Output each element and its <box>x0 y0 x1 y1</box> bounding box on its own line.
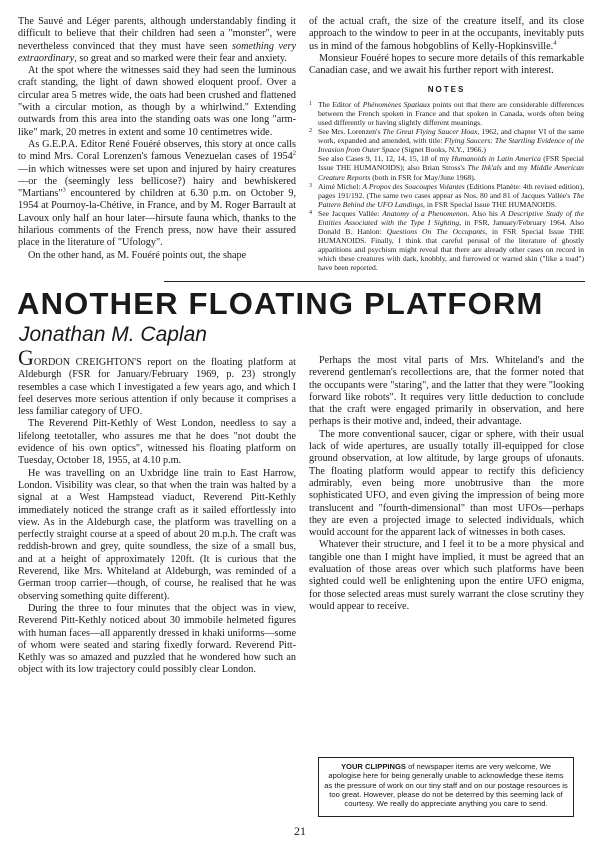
paragraph: The Sauvé and Léger parents, although understandably finding it difficult to believe that their children had seen a "monster", were nevertheless convinced that they must have seen something very extraordinary, so great and so marked were their fear and anxiety. <box>18 16 297 64</box>
paragraph: Whatever their structure, and I feel it to be a more physical and tangible one than I might have implied, it must be agreed that an evaluation of those areas over which such platforms have been sighted could well be enlightening upon the entire UFO enigma, for those selected areas must surely warrant the close scrutiny they would appear to receive. <box>309 539 584 612</box>
paragraph: He was travelling on an Uxbridge line train to East Harrow, London. Visibility was clear, so that when the train was halted by a signal at a West Hampstead viaduct, Reverend Pitt-Kethly immediately noticed the strange craft as it sailed effortlessly into view. As in the Aldeburgh case, the platform was travelling on a perfectly straight course at a speed of about 20 m.p.h. The craft was reddish-brown and grey, quite soundless, the size of a small bus, and at a height of approximately 120ft. (It is curious that the Reverend, like Mrs. Whiteland at Aldeburgh, was reminded of a German troop carrier—though, of course, he realised that he was observing something quite different). <box>18 467 296 602</box>
paragraph: As G.E.P.A. Editor René Fouéré observes, this story at once calls to mind Mrs. Coral Lorenzen's famous Venezuelan cases of 1954$^2$—in which witnesses were set upon and injured by hairy creatures—or the (seemingly less bellicose?) hairy and bewhiskered "Martians"$^3$ encountered by children at 6.30 p.m. on October 9, 1954 at Pournoy-la-Chétive, in France, and by M. Roger Barrault at Lavoux only half an hour later—hirsute fauna which, thanks to the hilarious comments of the French press, now have their assured place in the literature of "Ufology". <box>18 138 296 249</box>
footnote-ref: 2 <box>292 149 296 157</box>
section-divider <box>164 281 585 282</box>
paragraph: Perhaps the most vital parts of Mrs. Whiteland's and the reverend gentleman's recollections are, that the former noted that the occupants were "staring", and the latter that they were "looking forward like robots". It requires very little deduction to conclude that the craft were engaged primarily in observation, and here perhaps is their motive and, indeed, their advantage. <box>309 355 584 428</box>
notes-heading: NOTES <box>427 85 466 95</box>
paragraph: On the other hand, as M. Fouéré points out, the shape <box>28 249 247 261</box>
footnote-ref: 4 <box>553 39 557 47</box>
continuation-column-right <box>309 16 584 273</box>
article-author: Jonathan M. Caplan <box>19 323 207 346</box>
footnote-ref: 3 <box>62 186 66 194</box>
paragraph: GORDON CREIGHTON'S report on the floating platform at Aldeburgh (FSR for January/February 1969, p. 23) strongly resembles a case which I investigated a few years ago, and which I feel deserves more serious attention if only because it comprises a less familiar category of UFO. <box>18 345 296 418</box>
paragraph: Monsieur Fouéré hopes to secure more details of this remarkable Canadian case, and we await his further report with interest. <box>309 52 584 77</box>
continuation-column-left <box>18 16 296 262</box>
paragraph: of the actual craft, the size of the creature itself, and its close approach to the window to peer in at the occupants, inevitably puts us in mind of the famous hobgoblins of Kelly-Hopkinsville.$^4$ <box>309 16 584 52</box>
clippings-text: of newspaper items are very welcome, We apologise here for being generally unable to acknowledge these items as the pressure of work on our tiny staff and on our postage resources is too great. However, please do not be deterred by this seeming lack of courtesy. We really do appreciate anything you care to send. <box>324 762 568 809</box>
paragraph: At the spot where the witnesses said they had seen the luminous craft standing, the light of dawn showed eloquent proof. Over a circular area 5 metres wide, the oats had been crushed and flattened "with a circular motion, as though by a whirlwind." Extending outwards from this area into the standing oats was one long "arm-like" mark, 20 metres in extent and some 10 centimetres wide. <box>18 65 296 138</box>
note-item: 4 See Jacques Vallée: Anatomy of a Phenomenon. Also his A Descriptive Study of the Entities Associated with the Type I Sighting, in FSR, January/February 1964. Also Donald B. Hanlon: Questions On The Occupants, in FSR Special Issue THE HUMANOIDS. Finally, I think that careful perusal of the literature of ghostly apparitions and psychism might reveal that there are already other cases on record in which these creatures with dark, knobbly, and furrowed or warted skin ("like a toad") have been reported. <box>309 208 584 273</box>
paragraph: The Reverend Pitt-Kethly of West London, needless to say a lifelong teetotaller, who assures me that he does "not doubt the evidence of his own optics", witnessed his floating platform on Tuesday, October 18, 1955, at 4.10 p.m. <box>18 418 296 467</box>
article-column-right <box>309 355 584 613</box>
notes-list <box>309 100 584 273</box>
article-column-left <box>18 345 296 677</box>
note-item: See also Cases 9, 11, 12, 14, 15, 18 of my Humanoids in Latin America (FSR Special Issue THE HUMANOIDS); also Brian Stross's The Ihk'als and my Middle American Creature Reports (both in FSR for May/June 1968). <box>318 154 584 182</box>
note-item: 1 The Editor of Phénomènes Spatiaux points out that there are considerable differences between the French spoken in France and that spoken in Canada, words often being used differently or having slightly different meanings. <box>309 99 584 127</box>
article-title: ANOTHER FLOATING PLATFORM <box>17 286 544 321</box>
paragraph: The more conventional saucer, cigar or sphere, with their usual lack of wide apertures, are usually totally ill-equipped for close ground observation, at low altitude, by large groups of ufonauts. The floating platform would appear to rectify this deficiency admirably, even being more unobtrusive than the more sophisticated UFO, and even giving the impression of being more translucent and "fourth-dimensional" than most UFOs—perhaps they are even a projected image to selected individuals, which would account for the apparent lack of witnesses in both cases. <box>309 428 584 539</box>
clippings-lead: YOUR CLIPPINGS <box>340 762 406 771</box>
paragraph: During the three to four minutes that the object was in view, Reverend Pitt-Kethly noticed about 30 immobile helmeted figures with human faces—all apparently dressed in khaki uniforms—some of whom were seated and staring fixedly forward. Reverend Pitt-Kethly was so amazed and puzzled that he wondered how such an object with its low trajectory could possibly clear London. <box>18 602 296 676</box>
page-number: 21 <box>294 824 306 838</box>
note-item: 3 Aimé Michel: A Propos des Soucoupes Volantes (Editions Planète: 4th revised edition), pages 191/192. (The same two cases appear as Nos. 80 and 81 of Jacques Vallée's The Pattern Behind the UFO Landings, in FSR Special Issue THE HUMANOIDS. <box>309 181 584 209</box>
note-item: 2 See Mrs. Lorenzen's The Great Flying Saucer Hoax, 1962, and chapter VI of the same work, expanded and amended, with title: Flying Saucers: The Startling Evidence of the Invasion from Outer Space (Signet Books, N.Y., 1966.) <box>309 127 585 155</box>
drop-cap: G <box>18 345 34 370</box>
clippings-notice <box>318 757 574 817</box>
